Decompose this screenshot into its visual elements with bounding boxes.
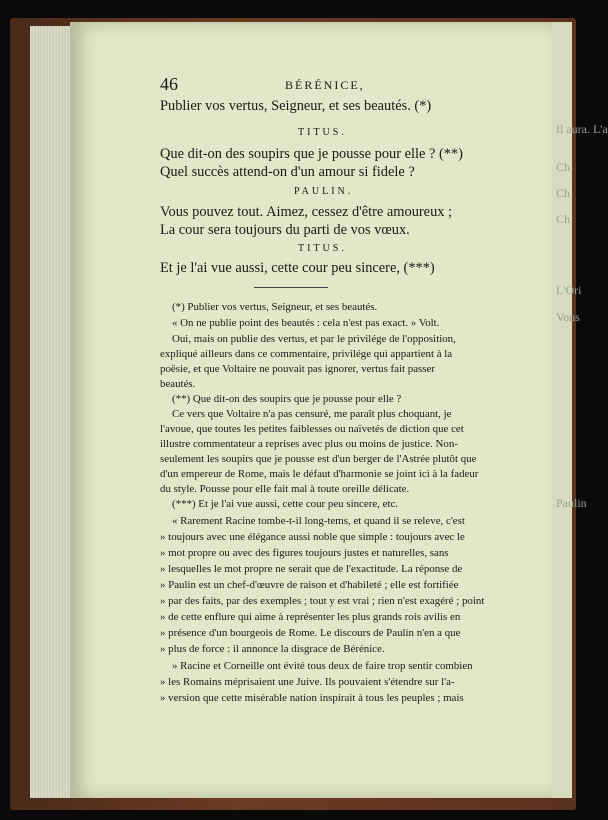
footnote-line: » plus de force : il annonce la disgrace de Bérénice. xyxy=(160,643,385,655)
footnote-line: » Paulin est un chef-d'œuvre de raison et d'habileté ; elle est fortifiée xyxy=(160,579,459,591)
footnote-line: Ce vers que Voltaire n'a pas censuré, me paraît plus choquant, je xyxy=(172,408,452,420)
footnote-line: (*) Publier vos vertus, Seigneur, et ses beautés. xyxy=(172,301,378,313)
footnote-line: d'un empereur de Rome, mais le défaut d'harmonie se joint ici à la fadeur xyxy=(160,468,479,480)
page-number: 46 xyxy=(160,74,178,94)
footnote-line: « On ne publie point des beautés : cela n'est pas exact. » Volt. xyxy=(172,317,440,329)
verse-line: La cour sera toujours du parti de vos vœux. xyxy=(160,222,410,238)
speaker-name: PAULIN. xyxy=(294,186,354,197)
footnote-line: » les Romains méprisaient une Juive. Ils pouvaient s'étendre sur l'a- xyxy=(160,676,455,688)
verse-line: Vous pouvez tout. Aimez, cessez d'être amoureux ; xyxy=(160,204,453,220)
footnote-line: » par des faits, par des exemples ; tout y est vrai ; rien n'est exagéré ; point xyxy=(160,595,485,607)
verse-line: Publier vos vertus, Seigneur, et ses beautés. (*) xyxy=(160,98,432,114)
footnote-line: l'avoue, que toutes les petites faiblesses ou naïvetés de diction que cet xyxy=(160,423,464,435)
footnote-line: » de cette enflure qui aime à représenter les plus grands rois avilis en xyxy=(160,611,461,623)
footnote-line: (**) Que dit-on des soupirs que je pousse pour elle ? xyxy=(172,393,402,405)
ghost-text: Ch xyxy=(556,160,571,174)
footnote-line: illustre commentateur a reprises avec plus ou moins de justice. Non- xyxy=(160,438,458,450)
footnote-line: Oui, mais on publie des vertus, et par le privilége de l'opposition, xyxy=(172,333,456,345)
separator-rule xyxy=(254,287,328,288)
ghost-text: Paulin xyxy=(556,496,587,510)
ghost-text: Ch xyxy=(556,186,571,200)
footnote-line: seulement les soupirs que je pousse est d'un berger de l'Astrée plutôt que xyxy=(160,453,477,465)
footnote-line: expliqué ailleurs dans ce commentaire, privilége qui appartient à la xyxy=(160,348,453,360)
ghost-text: Il aura. L'a xyxy=(556,122,608,136)
footnote-line: » lesquelles le mot propre ne serait que de l'exactitude. La réponse de xyxy=(160,563,463,575)
footnote-line: (***) Et je l'ai vue aussi, cette cour peu sincere, etc. xyxy=(172,498,399,510)
footnote-line: » mot propre ou avec des figures toujours justes et naturelles, sans xyxy=(160,547,449,559)
speaker-name: TITUS. xyxy=(298,127,347,138)
footnote-line: » toujours avec une élégance aussi noble que simple : toujours avec le xyxy=(160,531,465,543)
verse-line: Quel succès attend-on d'un amour si fidele ? xyxy=(160,164,415,180)
footnote-line: poësie, et que Voltaire ne pouvait pas ignorer, vertus fait passer xyxy=(160,363,435,375)
footnote-line: beautés. xyxy=(160,378,196,390)
footnote-line: » présence d'un bourgeois de Rome. Le discours de Paulin n'en a que xyxy=(160,627,461,639)
ghost-text: L'Ori xyxy=(556,283,582,297)
footnote-line: » version que cette misérable nation inspirait à tous les peuples ; mais xyxy=(160,692,464,704)
ghost-text: Ch xyxy=(556,212,571,226)
footnote-line: du style. Pousse pour elle fait mal à toute oreille délicate. xyxy=(160,483,410,495)
verse-line: Que dit-on des soupirs que je pousse pour elle ? (**) xyxy=(160,146,463,162)
footnote-line: « Rarement Racine tombe-t-il long-tems, et quand il se releve, c'est xyxy=(172,515,465,527)
footnote-line: » Racine et Corneille ont évité tous deux de faire trop sentir combien xyxy=(172,660,473,672)
running-head: BÉRÉNICE, xyxy=(285,78,365,92)
verse-line: Et je l'ai vue aussi, cette cour peu sincere, (***) xyxy=(160,260,435,276)
ghost-text: Vous xyxy=(556,310,580,324)
speaker-name: TITUS. xyxy=(298,243,347,254)
